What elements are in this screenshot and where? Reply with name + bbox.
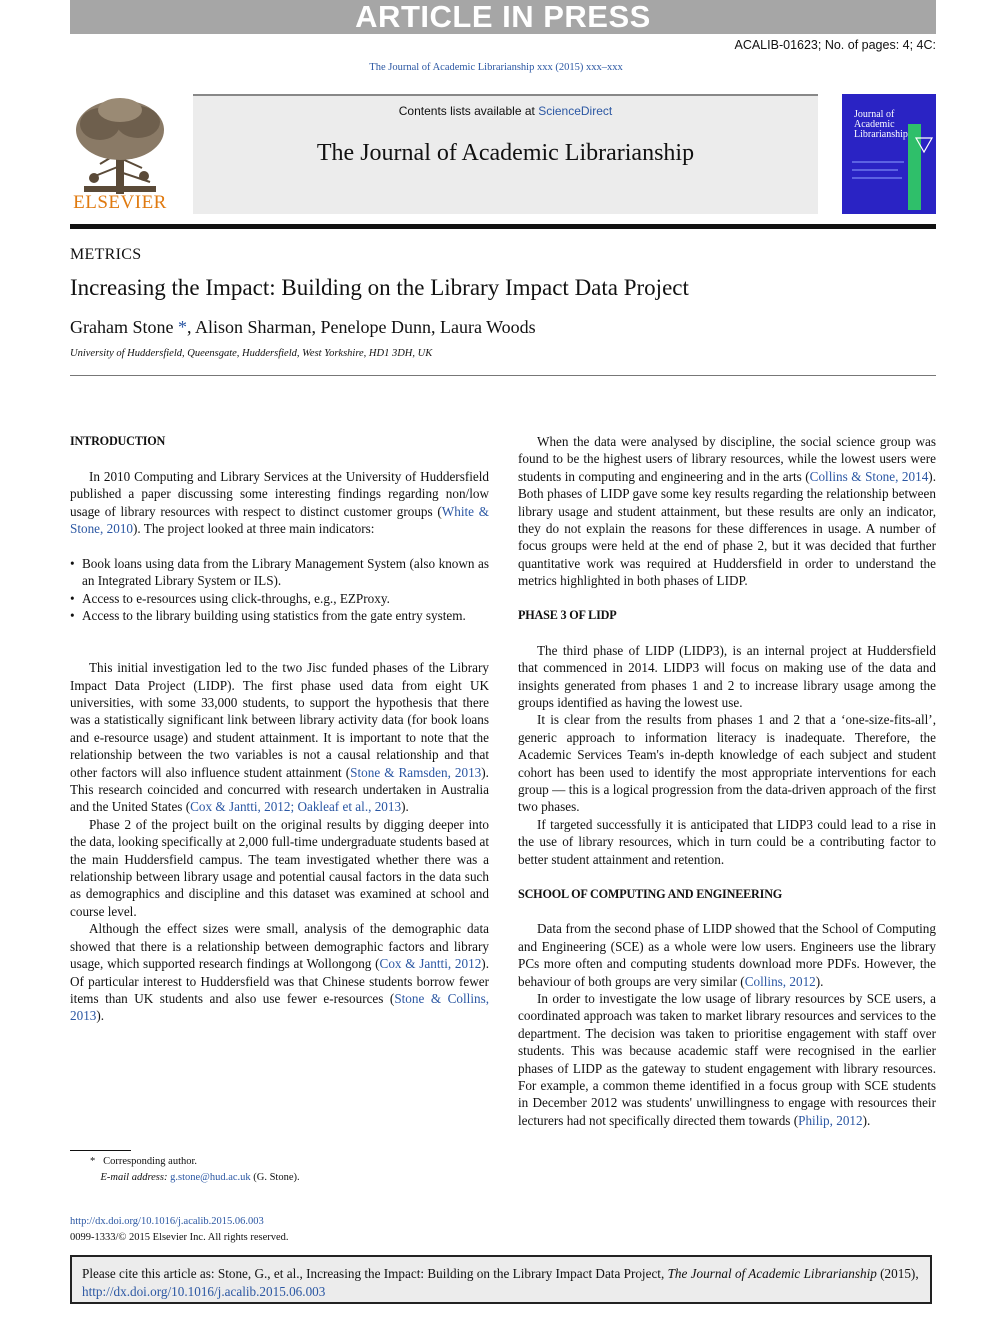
cover-title-line-1: Journal of (854, 109, 895, 120)
paragraph: It is clear from the results from phases 1 and 2 that a ‘one-size-fits-all’, generic approach to information literacy is inadequate. Therefore, the Academic Services Team's in-depth knowledge of each subject and student cohort has been used to identify the most appropriate interventions for each group — this is a logical progression from the data-driven approach of the first two phases. (518, 712, 936, 815)
citation-link[interactable]: Cox & Jantti, 2012 (379, 956, 482, 972)
footnote-divider (70, 1150, 131, 1151)
email-label: E-mail address: (100, 1172, 168, 1183)
paragraph: Phase 2 of the project built on the original results by digging deeper into the data, looking specifically at 2,000 full-time undergraduate students based at the main Huddersfield campus. The team investigated whether there was a relationship between library usage and potential causal factors in the data such as demographics and discipline and this dataset was examined at school and course level. (70, 816, 489, 919)
citation-link[interactable]: Philip, 2012 (798, 1112, 863, 1128)
paragraph: Data from the second phase of LIDP showed that the School of Computing and Engineering (SCE) as a whole were low users. Engineers use the library PCs more often and computing students download more PDFs. However, the behaviour of both groups are very similar (Collins, 2012). (518, 921, 936, 989)
citation-text: Please cite this article as: Stone, G., et al., Increasing the Impact: Building on the Library Impact Data Project, (82, 1266, 668, 1281)
other-authors: , Alison Sharman, Penelope Dunn, Laura Woods (186, 317, 536, 337)
journal-cover-thumbnail[interactable] (842, 94, 936, 214)
affiliation: University of Huddersfield, Queensgate, Huddersfield, West Yorkshire, HD1 3DH, UK (70, 348, 433, 359)
contents-prefix: Contents lists available at (398, 104, 535, 118)
indicator-list (70, 555, 489, 625)
journal-citation-link[interactable]: The Journal of Academic Librarianship xxx (2015) xxx–xxx (369, 62, 623, 73)
footnote-mark: * (90, 1156, 96, 1167)
cover-title-line-2: Academic (854, 119, 895, 130)
journal-title: The Journal of Academic Librarianship (316, 140, 695, 166)
citation-doi-link[interactable]: http://dx.doi.org/10.1016/j.acalib.2015.06.003 (82, 1283, 326, 1299)
paragraph: The third phase of LIDP (LIDP3), is an internal project at Huddersfield that commenced in 2014. LIDP3 will focus on making use of the data and insights generated from phases 1 and 2 to increase library usage among the groups identified as having the lowest use. (518, 642, 936, 711)
list-item: • Book loans using data from the Library Management System (also known as an Integrated Library System or ILS). (70, 555, 489, 590)
citation-link[interactable]: White & Stone, 2010 (70, 503, 489, 536)
paragraph: This initial investigation led to the two Jisc funded phases of the Library Impact Data Project (LIDP). The first phase used data from eight UK universities, with some 33,000 students, to support the hypothesis that there was a statistically significant link between library activity data (for book loans and e-resource usage) and student attainment. It is important to note that the relationship between the two variables is not a causal relationship and that other factors will also influence student attainment (Stone & Ramsden, 2013). This research coincided and concurred with research undertaken in Australia and the United States (Cox & Jantti, 2012; Oakleaf et al., 2013). (70, 660, 489, 815)
email-link[interactable]: g.stone@hud.ac.uk (170, 1172, 251, 1183)
left-column (70, 433, 489, 1025)
section-label: METRICS (70, 246, 142, 263)
doi-block (70, 1214, 289, 1246)
masthead (70, 94, 936, 220)
author-name[interactable]: Graham Stone (70, 317, 174, 337)
paragraph: In 2010 Computing and Library Services at the University of Huddersfield published a paper discussing some interesting findings regarding non/low usage of library resources with respect to distinct customer groups (White & Stone, 2010). The project looked at three main indicators: (70, 468, 489, 536)
header-divider (70, 224, 936, 229)
footnote (70, 1154, 300, 1186)
citation-link[interactable]: Collins & Stone, 2014 (809, 468, 929, 484)
elsevier-wordmark: ELSEVIER (73, 192, 167, 213)
citation-link[interactable]: Stone & Collins, 2013 (70, 990, 490, 1024)
section-heading-computing-engineering: SCHOOL OF COMPUTING AND ENGINEERING (518, 886, 783, 901)
citation-year: (2015), (876, 1266, 919, 1281)
corresponding-author-mark[interactable]: * (173, 317, 187, 337)
cover-title (854, 110, 908, 140)
article-reference-line: ACALIB-01623; No. of pages: 4; 4C: (734, 38, 936, 52)
citation-link[interactable]: Stone & Ramsden, 2013 (350, 764, 482, 780)
article-title: Increasing the Impact: Building on the Library Impact Data Project (70, 275, 689, 300)
citation-link[interactable]: Cox & Jantti, 2012; Oakleaf et al., 2013 (190, 799, 402, 815)
footnote-text: Corresponding author. (103, 1156, 198, 1167)
section-heading-phase-3: PHASE 3 OF LIDP (518, 608, 617, 623)
citation-link[interactable]: Collins, 2012 (744, 973, 816, 989)
citation-box (70, 1255, 932, 1304)
elsevier-logo[interactable] (70, 94, 170, 216)
section-heading-introduction: INTRODUCTION (70, 434, 166, 448)
paragraph: Although the effect sizes were small, analysis of the demographic data showed that there is a relationship between demographic factors and library usage, which supported research findings at Wollongong (Cox & Jantti, 2012). Of particular interest to Huddersfield was that Chinese students borrow fewer items than UK students and also use fewer e-resources (Stone & Collins, 2013). (70, 921, 490, 1024)
email-suffix: (G. Stone). (250, 1172, 300, 1183)
doi-link[interactable]: http://dx.doi.org/10.1016/j.acalib.2015.06.003 (70, 1216, 264, 1227)
contents-availability (193, 104, 818, 118)
citation-journal: The Journal of Academic Librarianship (667, 1266, 877, 1281)
article-in-press-banner: ARTICLE IN PRESS (70, 0, 936, 34)
paragraph: When the data were analysed by discipline, the social science group was found to be the highest users of library resources, while the lowest users were students in computing and engineering and in the arts (Collins & Stone, 2014). Both phases of LIDP gave some key results regarding the relationship between library usage and student attainment, but these results are only an indicator, they do not explain the reasons for these differences in usage. A number of focus groups were held at the end of phase 2, but it was decided that further quantitative work was required at Huddersfield in order to understand the metrics highlighted in both phases of LIDP. (518, 434, 936, 589)
author-list (70, 317, 536, 338)
paragraph: In order to investigate the low usage of library resources by SCE users, a coordinated approach was taken to market library resources and services to the department. The decision was taken to prioritise engagement with staff over students. This was because academic staff were recognised in the earlier phases of LIDP as the gateway to student engagement with library resources. For example, a common theme identified in a focus group with SCE students in December 2012 was students' unwillingness to engage with resources their lecturers had not specifically directed them towards (Philip, 2012). (518, 990, 936, 1128)
sciencedirect-link[interactable]: ScienceDirect (538, 104, 613, 118)
copyright: 0099-1333/© 2015 Elsevier Inc. All rights reserved. (70, 1232, 289, 1243)
cover-title-line-3: Librarianship (854, 129, 908, 140)
list-item: • Access to e-resources using click-throughs, e.g., EZProxy. (70, 590, 489, 607)
list-item: • Access to the library building using statistics from the gate entry system. (70, 607, 489, 624)
paragraph: If targeted successfully it is anticipated that LIDP3 could lead to a rise in the use of library resources, which in turn could be a contributing factor to better student attainment and retention. (518, 816, 936, 867)
journal-banner (193, 94, 818, 214)
title-divider (70, 375, 936, 376)
right-column (518, 433, 936, 1129)
